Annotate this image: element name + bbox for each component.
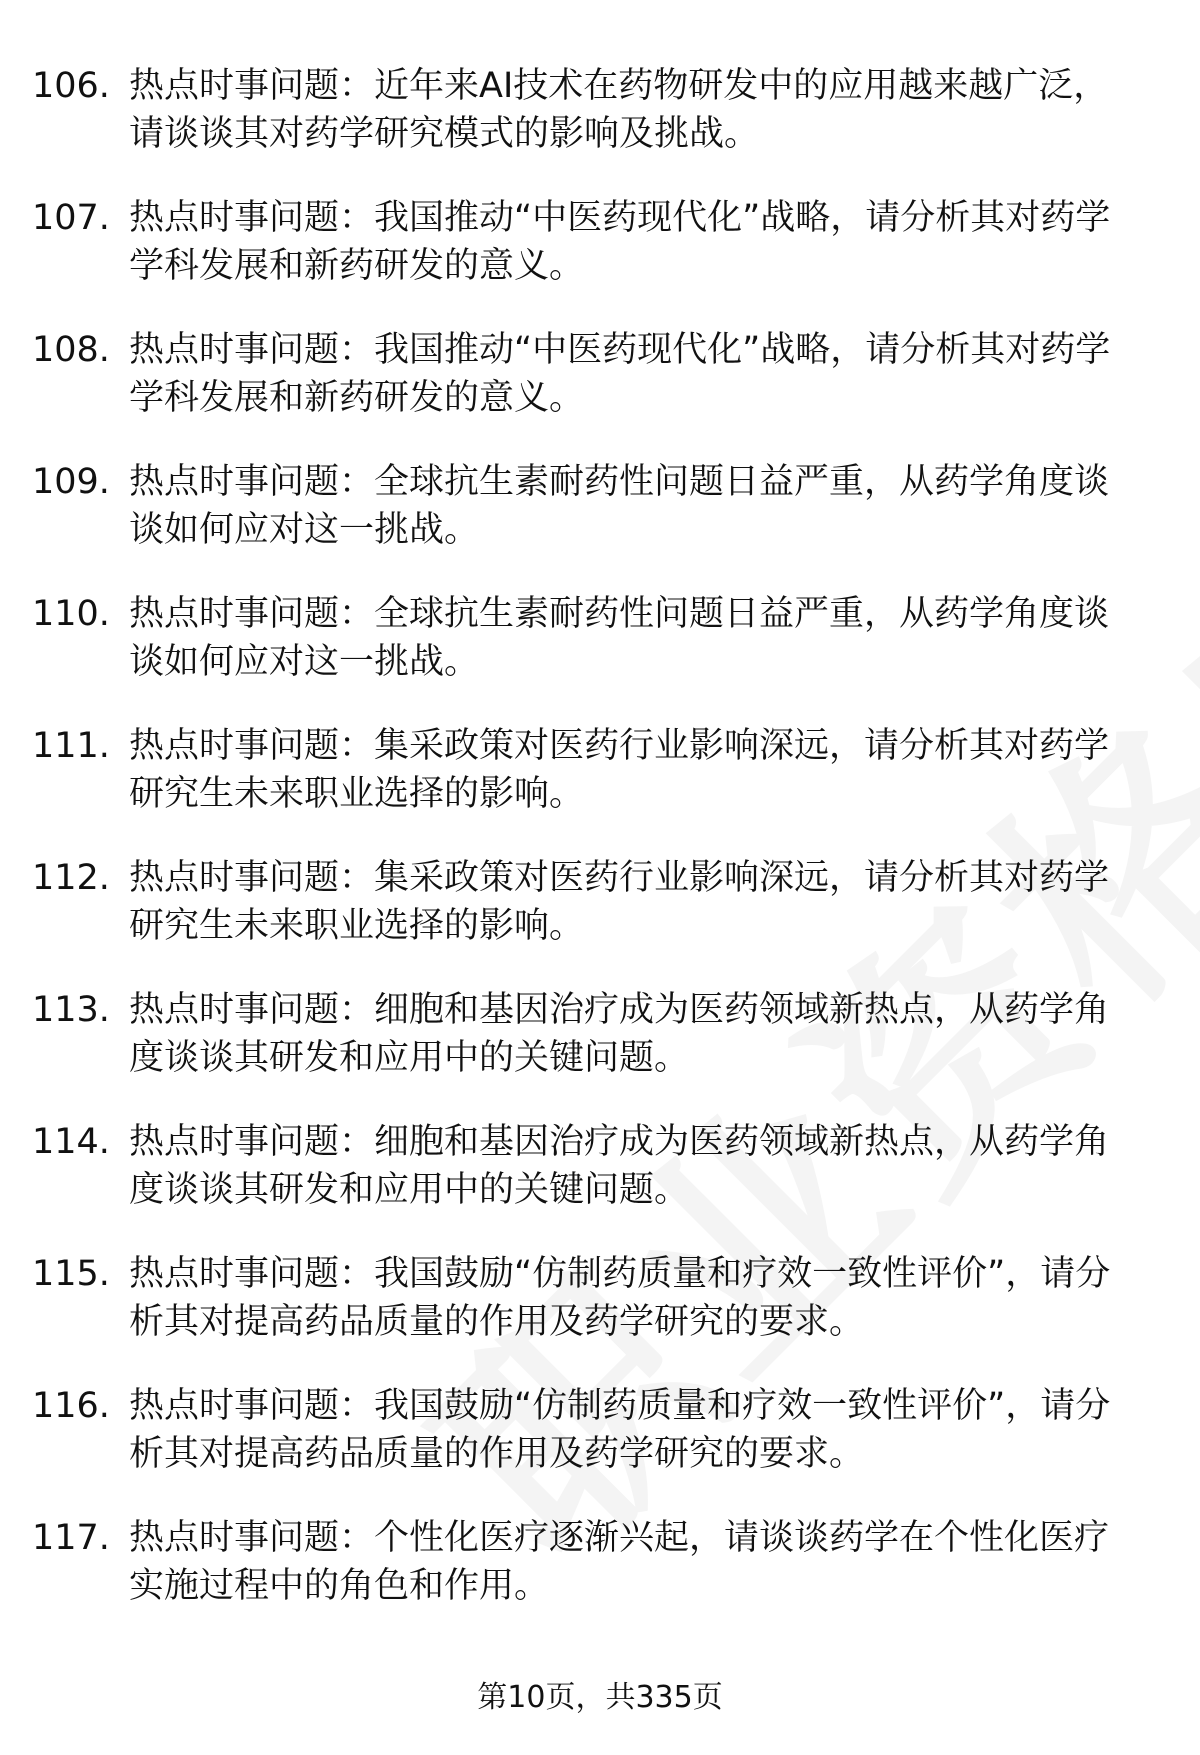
question-text: 热点时事问题：集采政策对医药行业影响深远，请分析其对药学研究生未来职业选择的影响。 xyxy=(129,726,1110,814)
question-text: 热点时事问题：集采政策对医药行业影响深远，请分析其对药学研究生未来职业选择的影响。 xyxy=(129,858,1110,946)
question-number: 106. xyxy=(32,66,110,106)
question-text: 热点时事问题：我国鼓励“仿制药质量和疗效一致性评价”，请分析其对提高药品质量的作用及药学研究的要求。 xyxy=(129,1386,1111,1474)
question-text: 热点时事问题：全球抗生素耐药性问题日益严重，从药学角度谈谈如何应对这一挑战。 xyxy=(129,462,1110,550)
question-number: 109. xyxy=(32,462,110,502)
question-number: 108. xyxy=(32,330,110,370)
question-text: 热点时事问题：近年来AI技术在药物研发中的应用越来越广泛，请谈谈其对药学研究模式的影响及挑战。 xyxy=(129,66,1109,154)
question-number: 112. xyxy=(32,858,110,898)
question-number: 114. xyxy=(32,1122,110,1162)
question-text: 热点时事问题：我国鼓励“仿制药质量和疗效一致性评价”，请分析其对提高药品质量的作用及药学研究的要求。 xyxy=(129,1254,1111,1342)
page-footer: 第10页，共335页 xyxy=(477,1680,723,1715)
question-number: 116. xyxy=(32,1386,110,1426)
question-text: 热点时事问题：细胞和基因治疗成为医药领域新热点，从药学角度谈谈其研发和应用中的关键问题。 xyxy=(129,990,1110,1078)
question-number: 107. xyxy=(32,198,110,238)
question-number: 117. xyxy=(32,1518,110,1558)
question-text: 热点时事问题：细胞和基因治疗成为医药领域新热点，从药学角度谈谈其研发和应用中的关键问题。 xyxy=(129,1122,1110,1210)
question-number: 110. xyxy=(32,594,110,634)
question-text: 热点时事问题：全球抗生素耐药性问题日益严重，从药学角度谈谈如何应对这一挑战。 xyxy=(129,594,1110,682)
question-number: 113. xyxy=(32,990,110,1030)
question-number: 111. xyxy=(32,726,110,766)
question-text: 热点时事问题：我国推动“中医药现代化”战略，请分析其对药学学科发展和新药研发的意义。 xyxy=(129,330,1111,418)
question-text: 热点时事问题：我国推动“中医药现代化”战略，请分析其对药学学科发展和新药研发的意义。 xyxy=(129,198,1111,286)
question-text: 热点时事问题：个性化医疗逐渐兴起，请谈谈药学在个性化医疗实施过程中的角色和作用。 xyxy=(129,1518,1110,1606)
question-number: 115. xyxy=(32,1254,110,1294)
